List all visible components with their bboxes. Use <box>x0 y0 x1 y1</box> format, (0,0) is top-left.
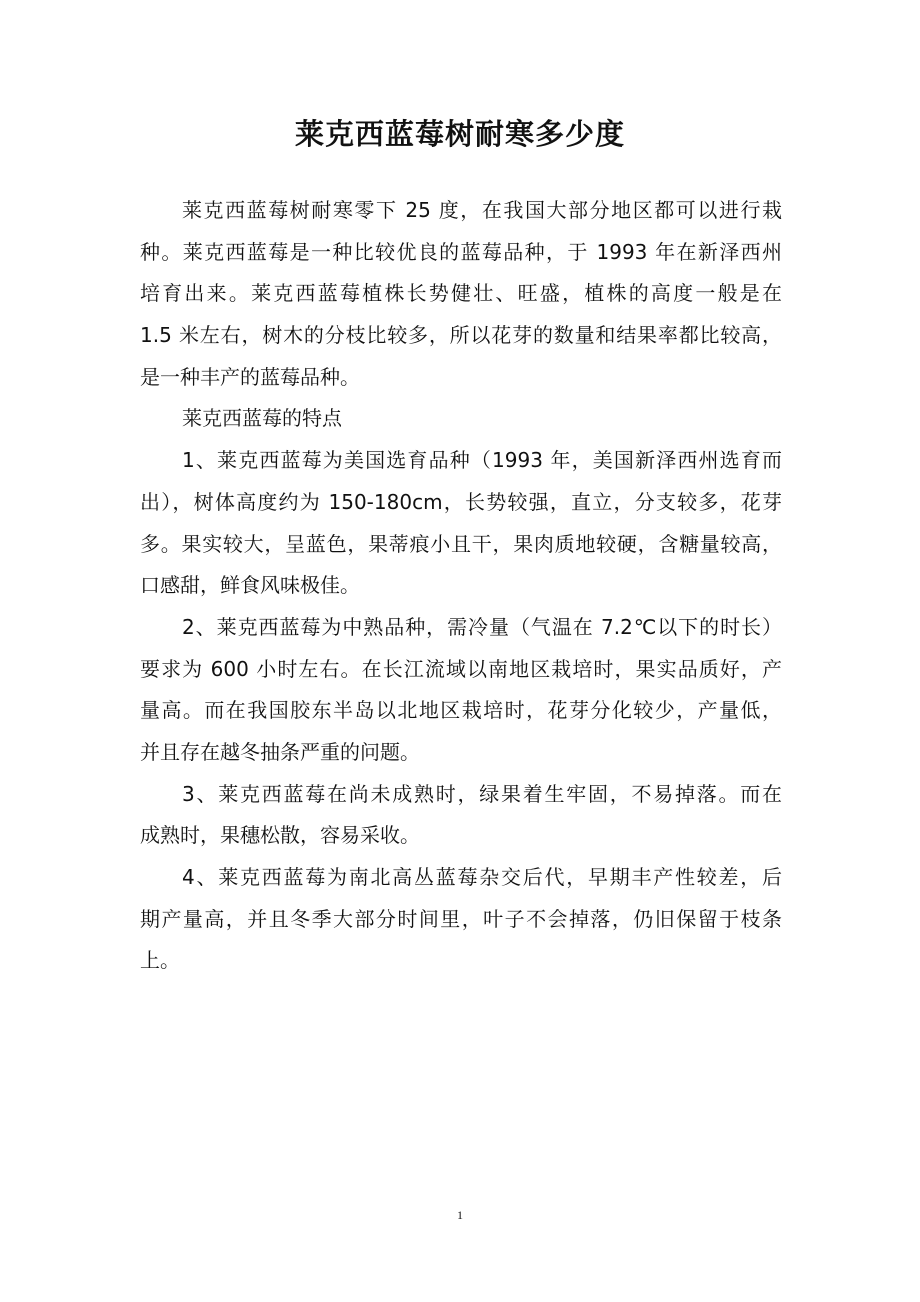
paragraph <box>140 607 782 774</box>
text-line: 1.5 米左右，树木的分枝比较多，所以花芽的数量和结果率都比较高， <box>140 323 782 348</box>
text-line: 期产量高，并且冬季大部分时间里，叶子不会掉落，仍旧保留于枝条 <box>140 906 782 931</box>
paragraph <box>140 774 782 857</box>
text-line: 成熟时，果穗松散，容易采收。 <box>140 823 420 848</box>
text-line: 3、莱克西蓝莓在尚未成熟时，绿果着生牢固，不易掉落。而在 <box>182 781 782 806</box>
paragraph <box>140 398 782 440</box>
document-title: 莱克西蓝莓树耐寒多少度 <box>294 117 625 151</box>
text-line: 量高。而在我国胶东半岛以北地区栽培时，花芽分化较少，产量低， <box>140 698 782 723</box>
text-line: 并且存在越冬抽条严重的问题。 <box>140 739 420 764</box>
text-line: 要求为 600 小时左右。在长江流域以南地区栽培时，果实品质好，产 <box>140 656 782 681</box>
paragraph <box>140 440 782 607</box>
text-line: 莱克西蓝莓的特点 <box>182 406 342 431</box>
text-line: 1、莱克西蓝莓为美国选育品种（1993 年，美国新泽西州选育而 <box>182 448 782 473</box>
text-line: 是一种丰产的蓝莓品种。 <box>140 364 360 389</box>
document-body <box>140 190 782 982</box>
text-line: 培育出来。莱克西蓝莓植株长势健壮、旺盛，植株的高度一般是在 <box>140 281 782 306</box>
page-number: 1 <box>457 1208 463 1222</box>
text-line: 4、莱克西蓝莓为南北高丛蓝莓杂交后代，早期丰产性较差，后 <box>182 865 782 889</box>
text-line: 口感甜，鲜食风味极佳。 <box>140 573 360 598</box>
paragraph <box>140 857 782 982</box>
text-line: 上。 <box>140 948 180 973</box>
paragraph <box>140 190 782 398</box>
text-line: 莱克西蓝莓树耐寒零下 25 度，在我国大部分地区都可以进行栽 <box>182 198 782 222</box>
text-line: 多。果实较大，呈蓝色，果蒂痕小且干，果肉质地较硬，含糖量较高， <box>140 531 782 556</box>
text-line: 种。莱克西蓝莓是一种比较优良的蓝莓品种，于 1993 年在新泽西州 <box>140 239 782 264</box>
text-line: 出），树体高度约为 150-180cm，长势较强，直立，分支较多，花芽 <box>140 489 782 514</box>
text-line: 2、莱克西蓝莓为中熟品种，需冷量（气温在 7.2℃以下的时长） <box>182 614 782 639</box>
